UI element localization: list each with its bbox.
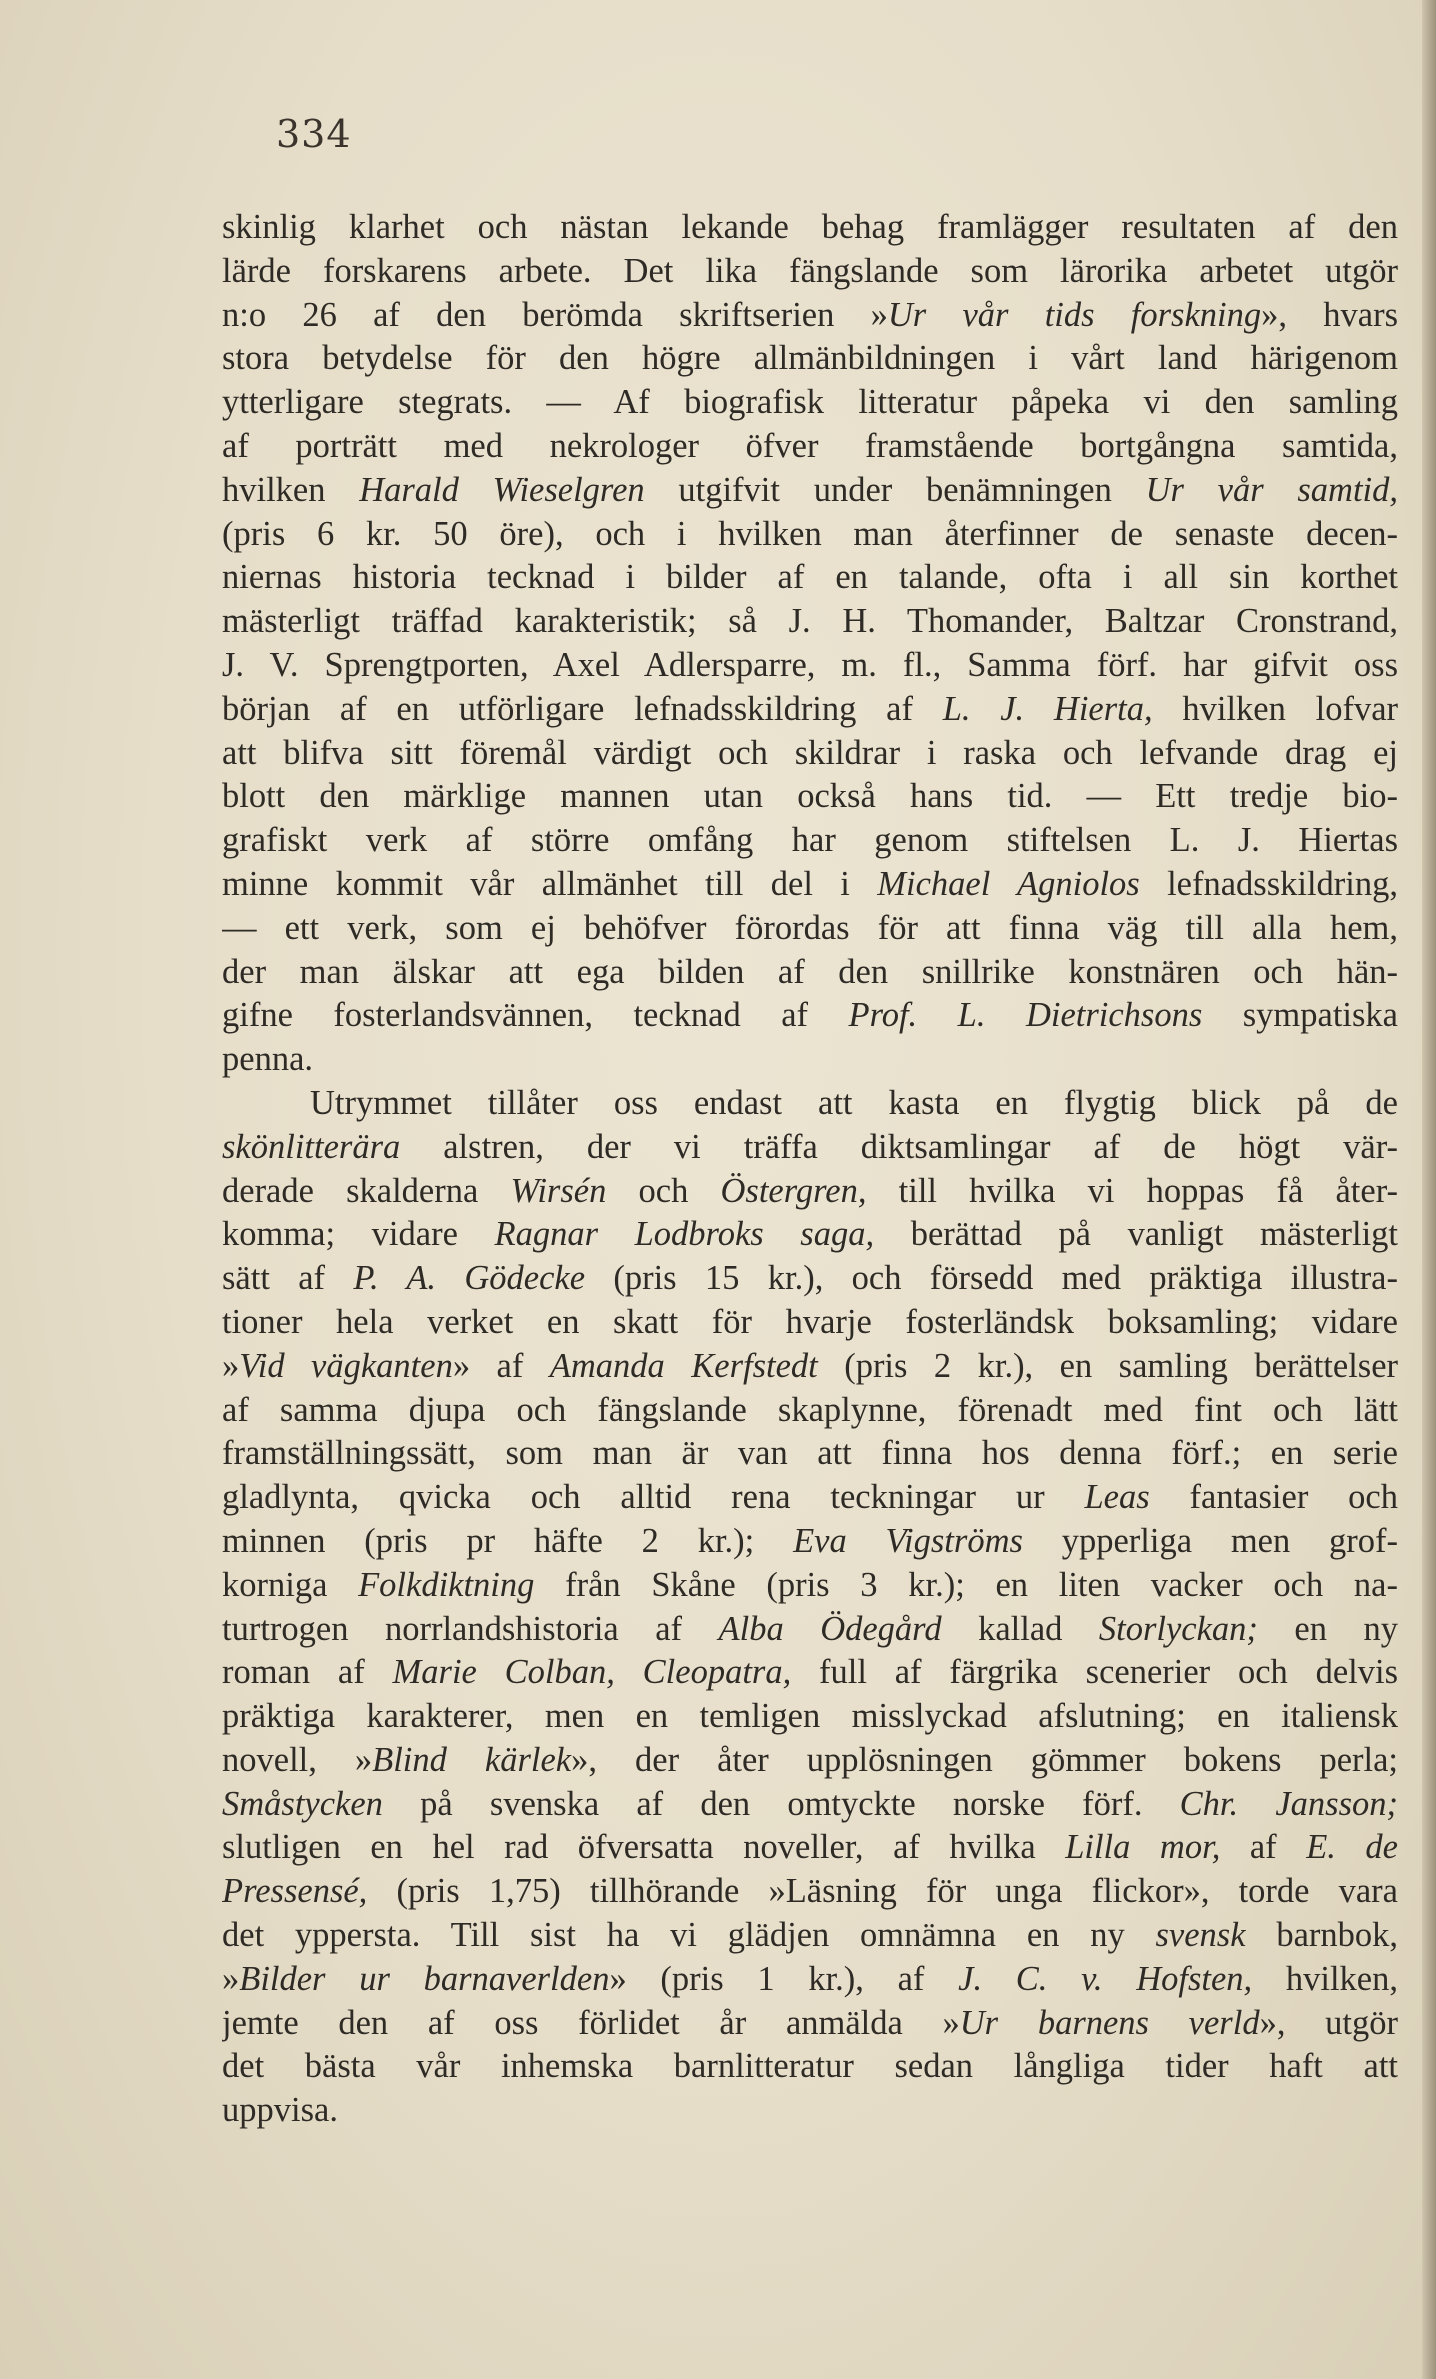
text-line <box>222 1345 1398 1389</box>
text-run: novell, » <box>222 1740 373 1779</box>
text-run: en ny <box>1257 1609 1398 1648</box>
text-line <box>222 513 1398 557</box>
text-line <box>222 556 1398 600</box>
text-line <box>222 951 1398 995</box>
text-run: ypperliga men grof- <box>1022 1521 1398 1560</box>
text-line <box>222 819 1398 863</box>
text-run: lefnadsskildring, <box>1139 864 1398 903</box>
italic-text: Amanda Kerfstedt <box>549 1346 818 1385</box>
text-run: barnbok, <box>1245 1916 1398 1955</box>
italic-text: Storlyckan; <box>1098 1609 1258 1648</box>
text-line <box>222 1739 1398 1783</box>
text-run: turtrogen norrlandshistoria af <box>222 1609 719 1648</box>
text-run: » af <box>452 1346 550 1385</box>
text-line <box>222 1564 1398 1608</box>
text-run: ytterligare stegrats. — Af biografisk litteratur påpeka vi den samling <box>222 383 1398 422</box>
text-run: » <box>222 1959 240 1998</box>
text-line <box>222 1170 1398 1214</box>
italic-text: J. C. v. Hofsten, <box>958 1959 1253 1998</box>
text-line <box>222 294 1398 338</box>
text-line <box>222 600 1398 644</box>
text-line <box>222 1038 1398 1082</box>
text-run: och <box>606 1171 721 1210</box>
text-run: n:o 26 af den berömda skriftserien » <box>222 295 888 334</box>
italic-text: Bilder ur barnaverlden <box>239 1959 610 1998</box>
text-run: jemte den af oss förlidet år anmälda » <box>222 2003 960 2042</box>
italic-text: Ur vår samtid, <box>1145 470 1398 509</box>
text-run: full af färgrika scenerier och delvis <box>791 1653 1398 1692</box>
italic-text: Lilla mor, <box>1065 1828 1221 1867</box>
italic-text: skönlitterära <box>222 1127 401 1166</box>
text-run: sympatiska <box>1202 996 1398 1035</box>
text-run: minnen (pris pr häfte 2 kr.); <box>222 1521 794 1560</box>
text-line <box>222 907 1398 951</box>
italic-text: P. A. Gödecke <box>353 1259 586 1298</box>
text-run: » (pris 1 kr.), af <box>609 1959 959 1998</box>
text-run: framställningssätt, som man är van att finna hos denna förf.; en serie <box>222 1434 1398 1473</box>
text-line <box>222 469 1398 513</box>
text-run: penna. <box>222 1040 314 1079</box>
text-line <box>222 1870 1398 1914</box>
text-run: att blifva sitt föremål värdigt och skildrar i raska och lefvande drag ej <box>222 733 1398 772</box>
text-line <box>222 2045 1398 2089</box>
text-run: utgifvit under benämningen <box>644 470 1146 509</box>
text-run: niernas historia tecknad i bilder af en talande, ofta i all sin korthet <box>222 558 1398 597</box>
text-run: mästerligt träffad karakteristik; så J. H. Thomander, Baltzar Cronstrand, <box>222 602 1398 641</box>
italic-text: L. J. Hierta, <box>942 689 1153 728</box>
text-run: uppvisa. <box>222 2091 338 2130</box>
text-run: det yppersta. Till sist ha vi glädjen omnämna en ny <box>222 1916 1156 1955</box>
page-number: 334 <box>276 112 352 156</box>
text-run: kallad <box>941 1609 1099 1648</box>
text-line <box>222 1257 1398 1301</box>
text-run: början af en utförligare lefnadsskildring af <box>222 689 943 728</box>
italic-text: Ur vår tids forskning <box>887 295 1262 334</box>
text-line <box>222 1213 1398 1257</box>
text-run: berättad på vanligt mästerligt <box>874 1215 1398 1254</box>
italic-text: E. de <box>1306 1828 1398 1867</box>
text-run: sätt af <box>222 1259 354 1298</box>
body-text <box>222 206 1398 2133</box>
text-run: » <box>222 1346 240 1385</box>
text-run: det bästa vår inhemska barnlitteratur sedan långliga tider haft att <box>222 2047 1398 2086</box>
italic-text: Michael Agniolos <box>877 864 1140 903</box>
text-line <box>222 381 1398 425</box>
italic-text: Pressensé, <box>222 1872 368 1911</box>
text-run: präktiga karakterer, men en temligen misslyckad afslutning; en italiensk <box>222 1697 1398 1736</box>
text-run: derade skalderna <box>222 1171 511 1210</box>
text-line <box>222 2002 1398 2046</box>
text-line <box>222 337 1398 381</box>
text-run: roman af <box>222 1653 393 1692</box>
text-run: af <box>1220 1828 1307 1867</box>
italic-text: Blind kärlek <box>372 1740 572 1779</box>
text-run: Utrymmet tillåter oss endast att kasta en flygtig blick på de <box>310 1083 1398 1122</box>
text-line <box>222 1651 1398 1695</box>
text-run: gladlynta, qvicka och alltid rena teckningar ur <box>222 1478 1085 1517</box>
text-line <box>222 644 1398 688</box>
text-run: (pris 15 kr.), och försedd med präktiga illustra- <box>585 1259 1398 1298</box>
text-run: stora betydelse för den högre allmänbildningen i vårt land härigenom <box>222 339 1398 378</box>
text-run: J. V. Sprengtporten, Axel Adlersparre, m. fl., Samma förf. har gifvit oss <box>222 645 1398 684</box>
text-run: hvilken <box>222 470 360 509</box>
text-line <box>222 1914 1398 1958</box>
text-run: », der åter upplösningen gömmer bokens perla; <box>571 1740 1398 1779</box>
page-edge-shadow <box>1422 0 1436 2379</box>
italic-text: Marie Colban, Cleopatra, <box>392 1653 792 1692</box>
text-run: », hvars <box>1261 295 1398 334</box>
italic-text: Småstycken <box>222 1784 383 1823</box>
text-run: minne kommit vår allmänhet till del i <box>222 864 878 903</box>
italic-text: svensk <box>1155 1916 1246 1955</box>
text-line <box>222 1126 1398 1170</box>
text-run: grafiskt verk af större omfång har genom stiftelsen L. J. Hiertas <box>222 821 1398 860</box>
text-run: af samma djupa och fängslande skaplynne, förenadt med fint och lätt <box>222 1390 1398 1429</box>
text-line <box>222 863 1398 907</box>
italic-text: Wirsén <box>510 1171 607 1210</box>
italic-text: Chr. Jansson; <box>1179 1784 1398 1823</box>
text-run: till hvilka vi hoppas få åter- <box>866 1171 1398 1210</box>
text-line <box>222 1826 1398 1870</box>
text-line <box>222 1608 1398 1652</box>
text-run: alstren, der vi träffa diktsamlingar af de högt vär- <box>400 1127 1398 1166</box>
italic-text: Leas <box>1084 1478 1150 1517</box>
italic-text: Folkdiktning <box>358 1565 535 1604</box>
text-line <box>222 1783 1398 1827</box>
text-run: slutligen en hel rad öfversatta noveller, af hvilka <box>222 1828 1066 1867</box>
text-run: korniga <box>222 1565 359 1604</box>
italic-text: Ur barnens verld <box>959 2003 1260 2042</box>
text-line <box>222 206 1398 250</box>
text-run: hvilken, <box>1252 1959 1398 1998</box>
text-run: », utgör <box>1259 2003 1398 2042</box>
text-line <box>222 688 1398 732</box>
text-run: tioner hela verket en skatt för hvarje fosterländsk boksamling; vidare <box>222 1302 1398 1341</box>
text-run: af porträtt med nekrologer öfver framstående bortgångna samtida, <box>222 426 1398 465</box>
text-line <box>222 2089 1398 2133</box>
text-run: hvilken lofvar <box>1152 689 1398 728</box>
text-line <box>222 1301 1398 1345</box>
text-line <box>222 1082 1398 1126</box>
italic-text: Östergren, <box>720 1171 867 1210</box>
italic-text: Alba Ödegård <box>718 1609 942 1648</box>
text-run: skinlig klarhet och nästan lekande behag framlägger resultaten af den <box>222 208 1398 246</box>
text-line <box>222 1476 1398 1520</box>
text-line <box>222 732 1398 776</box>
text-run: der man älskar att ega bilden af den snillrike konstnären och hän- <box>222 952 1398 991</box>
italic-text: Prof. L. Dietrichsons <box>848 996 1203 1035</box>
text-run: på svenska af den omtyckte norske förf. <box>382 1784 1180 1823</box>
text-run: (pris 2 kr.), en samling berättelser <box>817 1346 1398 1385</box>
italic-text: Vid vägkanten <box>239 1346 453 1385</box>
italic-text: Ragnar Lodbroks saga, <box>494 1215 875 1254</box>
text-line <box>222 775 1398 819</box>
text-line <box>222 425 1398 469</box>
text-line <box>222 994 1398 1038</box>
text-run: komma; vidare <box>222 1215 495 1254</box>
text-run: fantasier och <box>1149 1478 1398 1517</box>
text-line <box>222 1432 1398 1476</box>
italic-text: Harald Wieselgren <box>359 470 645 509</box>
text-line <box>222 1958 1398 2002</box>
italic-text: Eva Vigströms <box>793 1521 1023 1560</box>
text-run: från Skåne (pris 3 kr.); en liten vacker och na- <box>534 1565 1398 1604</box>
text-run: (pris 6 kr. 50 öre), och i hvilken man återfinner de senaste decen- <box>222 514 1398 553</box>
text-line <box>222 1695 1398 1739</box>
text-run: lärde forskarens arbete. Det lika fängslande som lärorika arbetet utgör <box>222 251 1398 290</box>
text-run: — ett verk, som ej behöfver förordas för att finna väg till alla hem, <box>222 908 1398 947</box>
text-line <box>222 1389 1398 1433</box>
text-run: blott den märklige mannen utan också hans tid. — Ett tredje bio- <box>222 777 1398 816</box>
text-run: (pris 1,75) tillhörande »Läsning för unga flickor», torde vara <box>367 1872 1398 1911</box>
text-line <box>222 1520 1398 1564</box>
text-run: gifne fosterlandsvännen, tecknad af <box>222 996 849 1035</box>
text-line <box>222 250 1398 294</box>
